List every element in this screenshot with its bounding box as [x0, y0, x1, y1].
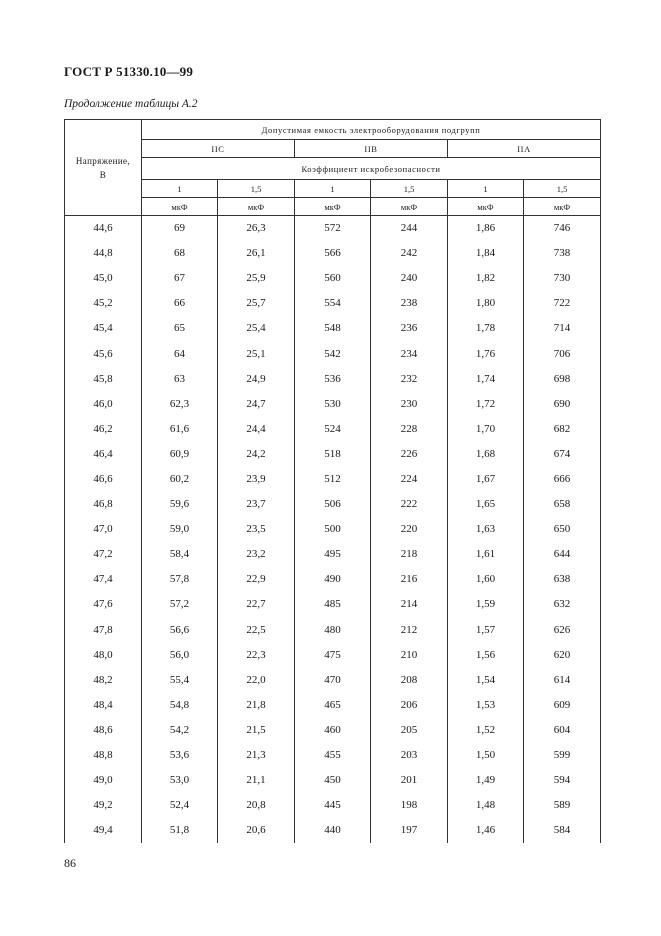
capacitance-cell: 682 — [524, 416, 601, 441]
capacitance-cell: 1,78 — [448, 316, 524, 341]
capacitance-cell: 197 — [371, 818, 448, 843]
table-row — [65, 492, 601, 517]
capacitance-cell: 234 — [371, 341, 448, 366]
capacitance-cell: 722 — [524, 291, 601, 316]
capacitance-cell: 440 — [295, 818, 371, 843]
capacitance-cell: 66 — [142, 291, 218, 316]
table-row — [65, 266, 601, 291]
capacitance-cell: 620 — [524, 642, 601, 667]
table-row — [65, 542, 601, 567]
table-row — [65, 441, 601, 466]
capacitance-cell: 470 — [295, 667, 371, 692]
capacitance-cell: 1,59 — [448, 592, 524, 617]
capacitance-cell: 22,9 — [218, 567, 295, 592]
capacitance-cell: 21,3 — [218, 742, 295, 767]
voltage-label: Напряжение, — [75, 155, 131, 166]
table-row — [65, 391, 601, 416]
capacitance-cell: 226 — [371, 441, 448, 466]
capacitance-cell: 1,53 — [448, 692, 524, 717]
capacitance-cell: 51,8 — [142, 818, 218, 843]
capacitance-cell: 609 — [524, 692, 601, 717]
capacitance-cell: 1,50 — [448, 742, 524, 767]
table-caption: Продолжение таблицы А.2 — [64, 98, 198, 110]
table-row — [65, 717, 601, 742]
capacitance-cell: 490 — [295, 567, 371, 592]
capacitance-cell: 22,7 — [218, 592, 295, 617]
unit-cell: мкФ — [142, 198, 218, 216]
capacitance-cell: 738 — [524, 241, 601, 266]
capacitance-cell: 205 — [371, 717, 448, 742]
capacitance-cell: 25,1 — [218, 341, 295, 366]
capacitance-cell: 68 — [142, 241, 218, 266]
capacitance-cell: 206 — [371, 692, 448, 717]
voltage-cell: 49,4 — [65, 818, 142, 843]
table-row — [65, 742, 601, 767]
capacitance-cell: 214 — [371, 592, 448, 617]
voltage-cell: 48,0 — [65, 642, 142, 667]
capacitance-cell: 500 — [295, 517, 371, 542]
capacitance-cell: 584 — [524, 818, 601, 843]
capacitance-cell: 1,61 — [448, 542, 524, 567]
capacitance-cell: 530 — [295, 391, 371, 416]
voltage-column-header — [65, 120, 142, 216]
capacitance-cell: 56,6 — [142, 617, 218, 642]
voltage-cell: 46,0 — [65, 391, 142, 416]
table-row — [65, 768, 601, 793]
capacitance-cell: 560 — [295, 266, 371, 291]
capacitance-header: Допустимая емкость электрооборудования подгрупп — [142, 120, 601, 140]
capacitance-cell: 230 — [371, 391, 448, 416]
capacitance-cell: 614 — [524, 667, 601, 692]
capacitance-cell: 512 — [295, 466, 371, 491]
capacitance-cell: 1,63 — [448, 517, 524, 542]
capacitance-cell: 56,0 — [142, 642, 218, 667]
coefficient-cell: 1 — [448, 180, 524, 198]
capacitance-cell: 228 — [371, 416, 448, 441]
capacitance-cell: 22,0 — [218, 667, 295, 692]
voltage-cell: 47,8 — [65, 617, 142, 642]
table-row — [65, 617, 601, 642]
capacitance-cell: 1,57 — [448, 617, 524, 642]
table-row — [65, 341, 601, 366]
capacitance-cell: 1,74 — [448, 366, 524, 391]
capacitance-cell: 58,4 — [142, 542, 218, 567]
unit-cell: мкФ — [448, 198, 524, 216]
capacitance-cell: 589 — [524, 793, 601, 818]
capacitance-cell: 208 — [371, 667, 448, 692]
table-row — [65, 818, 601, 843]
capacitance-cell: 1,84 — [448, 241, 524, 266]
capacitance-cell: 21,5 — [218, 717, 295, 742]
capacitance-cell: 475 — [295, 642, 371, 667]
capacitance-cell: 1,67 — [448, 466, 524, 491]
voltage-cell: 46,8 — [65, 492, 142, 517]
capacitance-cell: 730 — [524, 266, 601, 291]
capacitance-cell: 485 — [295, 592, 371, 617]
capacitance-cell: 24,7 — [218, 391, 295, 416]
capacitance-cell: 60,2 — [142, 466, 218, 491]
capacitance-cell: 216 — [371, 567, 448, 592]
voltage-cell: 45,4 — [65, 316, 142, 341]
voltage-cell: 45,6 — [65, 341, 142, 366]
table-row — [65, 291, 601, 316]
capacitance-cell: 242 — [371, 241, 448, 266]
capacitance-cell: 542 — [295, 341, 371, 366]
capacitance-cell: 1,56 — [448, 642, 524, 667]
group-header: IIA — [448, 140, 601, 158]
capacitance-cell: 61,6 — [142, 416, 218, 441]
capacitance-cell: 706 — [524, 341, 601, 366]
capacitance-cell: 26,1 — [218, 241, 295, 266]
voltage-cell: 46,6 — [65, 466, 142, 491]
voltage-unit: В — [99, 169, 107, 180]
capacitance-cell: 59,0 — [142, 517, 218, 542]
capacitance-cell: 53,0 — [142, 768, 218, 793]
coefficient-header: Коэффициент искробезопасности — [142, 158, 601, 180]
table-row — [65, 592, 601, 617]
capacitance-cell: 450 — [295, 768, 371, 793]
capacitance-cell: 20,6 — [218, 818, 295, 843]
capacitance-cell: 25,7 — [218, 291, 295, 316]
capacitance-cell: 57,8 — [142, 567, 218, 592]
capacitance-cell: 222 — [371, 492, 448, 517]
capacitance-cell: 240 — [371, 266, 448, 291]
voltage-cell: 44,8 — [65, 241, 142, 266]
voltage-cell: 48,8 — [65, 742, 142, 767]
document-title: ГОСТ Р 51330.10—99 — [64, 64, 194, 79]
capacitance-cell: 650 — [524, 517, 601, 542]
capacitance-cell: 224 — [371, 466, 448, 491]
capacitance-cell: 1,48 — [448, 793, 524, 818]
table-row — [65, 316, 601, 341]
capacitance-cell: 1,86 — [448, 216, 524, 241]
voltage-cell: 47,2 — [65, 542, 142, 567]
capacitance-cell: 594 — [524, 768, 601, 793]
capacitance-cell: 22,5 — [218, 617, 295, 642]
table-row — [65, 517, 601, 542]
unit-cell: мкФ — [218, 198, 295, 216]
capacitance-cell: 638 — [524, 567, 601, 592]
capacitance-cell: 198 — [371, 793, 448, 818]
voltage-cell: 49,0 — [65, 768, 142, 793]
capacitance-cell: 548 — [295, 316, 371, 341]
coefficient-cell: 1,5 — [371, 180, 448, 198]
voltage-cell: 48,6 — [65, 717, 142, 742]
capacitance-cell: 24,4 — [218, 416, 295, 441]
capacitance-cell: 1,60 — [448, 567, 524, 592]
capacitance-cell: 20,8 — [218, 793, 295, 818]
capacitance-cell: 690 — [524, 391, 601, 416]
capacitance-cell: 465 — [295, 692, 371, 717]
unit-cell: мкФ — [295, 198, 371, 216]
capacitance-cell: 1,76 — [448, 341, 524, 366]
coefficient-cell: 1 — [295, 180, 371, 198]
capacitance-cell: 64 — [142, 341, 218, 366]
group-header: IIC — [142, 140, 295, 158]
capacitance-cell: 238 — [371, 291, 448, 316]
capacitance-cell: 495 — [295, 542, 371, 567]
capacitance-cell: 62,3 — [142, 391, 218, 416]
voltage-cell: 45,2 — [65, 291, 142, 316]
capacitance-cell: 23,9 — [218, 466, 295, 491]
capacitance-cell: 604 — [524, 717, 601, 742]
capacitance-cell: 22,3 — [218, 642, 295, 667]
capacitance-cell: 460 — [295, 717, 371, 742]
capacitance-cell: 57,2 — [142, 592, 218, 617]
capacitance-cell: 455 — [295, 742, 371, 767]
table-row — [65, 241, 601, 266]
table-row — [65, 667, 601, 692]
table-row — [65, 793, 601, 818]
capacitance-cell: 203 — [371, 742, 448, 767]
capacitance-cell: 24,2 — [218, 441, 295, 466]
voltage-cell: 48,2 — [65, 667, 142, 692]
capacitance-cell: 69 — [142, 216, 218, 241]
capacitance-cell: 1,82 — [448, 266, 524, 291]
capacitance-cell: 236 — [371, 316, 448, 341]
capacitance-cell: 60,9 — [142, 441, 218, 466]
coefficient-cell: 1,5 — [218, 180, 295, 198]
capacitance-cell: 244 — [371, 216, 448, 241]
voltage-cell: 49,2 — [65, 793, 142, 818]
capacitance-cell: 666 — [524, 466, 601, 491]
capacitance-cell: 63 — [142, 366, 218, 391]
table-row — [65, 366, 601, 391]
capacitance-cell: 21,8 — [218, 692, 295, 717]
capacitance-cell: 632 — [524, 592, 601, 617]
capacitance-cell: 536 — [295, 366, 371, 391]
capacitance-cell: 55,4 — [142, 667, 218, 692]
voltage-cell: 46,4 — [65, 441, 142, 466]
unit-cell: мкФ — [371, 198, 448, 216]
capacitance-cell: 1,68 — [448, 441, 524, 466]
capacitance-cell: 210 — [371, 642, 448, 667]
capacitance-cell: 674 — [524, 441, 601, 466]
capacitance-cell: 698 — [524, 366, 601, 391]
capacitance-cell: 626 — [524, 617, 601, 642]
capacitance-cell: 1,72 — [448, 391, 524, 416]
capacitance-cell: 1,54 — [448, 667, 524, 692]
capacitance-cell: 445 — [295, 793, 371, 818]
capacitance-cell: 1,49 — [448, 768, 524, 793]
voltage-cell: 48,4 — [65, 692, 142, 717]
table-row — [65, 466, 601, 491]
capacitance-cell: 1,46 — [448, 818, 524, 843]
capacitance-cell: 1,65 — [448, 492, 524, 517]
table-row — [65, 692, 601, 717]
voltage-cell: 45,0 — [65, 266, 142, 291]
voltage-cell: 47,4 — [65, 567, 142, 592]
table-row — [65, 416, 601, 441]
capacitance-cell: 566 — [295, 241, 371, 266]
capacitance-cell: 506 — [295, 492, 371, 517]
capacitance-cell: 53,6 — [142, 742, 218, 767]
capacitance-cell: 554 — [295, 291, 371, 316]
capacitance-cell: 524 — [295, 416, 371, 441]
capacitance-cell: 714 — [524, 316, 601, 341]
capacitance-cell: 21,1 — [218, 768, 295, 793]
capacitance-cell: 52,4 — [142, 793, 218, 818]
voltage-cell: 46,2 — [65, 416, 142, 441]
voltage-cell: 44,6 — [65, 216, 142, 241]
capacitance-cell: 67 — [142, 266, 218, 291]
capacitance-cell: 212 — [371, 617, 448, 642]
capacitance-cell: 1,80 — [448, 291, 524, 316]
capacitance-cell: 54,8 — [142, 692, 218, 717]
capacitance-cell: 23,2 — [218, 542, 295, 567]
capacitance-cell: 65 — [142, 316, 218, 341]
capacitance-cell: 658 — [524, 492, 601, 517]
group-header: IIB — [295, 140, 448, 158]
capacitance-cell: 1,70 — [448, 416, 524, 441]
capacitance-cell: 220 — [371, 517, 448, 542]
capacitance-cell: 23,7 — [218, 492, 295, 517]
capacitance-cell: 25,4 — [218, 316, 295, 341]
table-row — [65, 567, 601, 592]
page-number: 86 — [64, 856, 76, 870]
capacitance-table — [64, 119, 601, 843]
capacitance-cell: 572 — [295, 216, 371, 241]
capacitance-cell: 746 — [524, 216, 601, 241]
capacitance-cell: 26,3 — [218, 216, 295, 241]
voltage-cell: 47,6 — [65, 592, 142, 617]
capacitance-cell: 1,52 — [448, 717, 524, 742]
capacitance-cell: 25,9 — [218, 266, 295, 291]
capacitance-cell: 232 — [371, 366, 448, 391]
table-row — [65, 216, 601, 241]
capacitance-cell: 59,6 — [142, 492, 218, 517]
coefficient-cell: 1,5 — [524, 180, 601, 198]
capacitance-cell: 23,5 — [218, 517, 295, 542]
table-row — [65, 642, 601, 667]
capacitance-cell: 599 — [524, 742, 601, 767]
coefficient-cell: 1 — [142, 180, 218, 198]
capacitance-cell: 480 — [295, 617, 371, 642]
capacitance-cell: 518 — [295, 441, 371, 466]
voltage-cell: 47,0 — [65, 517, 142, 542]
capacitance-cell: 201 — [371, 768, 448, 793]
capacitance-cell: 24,9 — [218, 366, 295, 391]
capacitance-cell: 218 — [371, 542, 448, 567]
voltage-cell: 45,8 — [65, 366, 142, 391]
capacitance-cell: 644 — [524, 542, 601, 567]
unit-cell: мкФ — [524, 198, 601, 216]
capacitance-cell: 54,2 — [142, 717, 218, 742]
